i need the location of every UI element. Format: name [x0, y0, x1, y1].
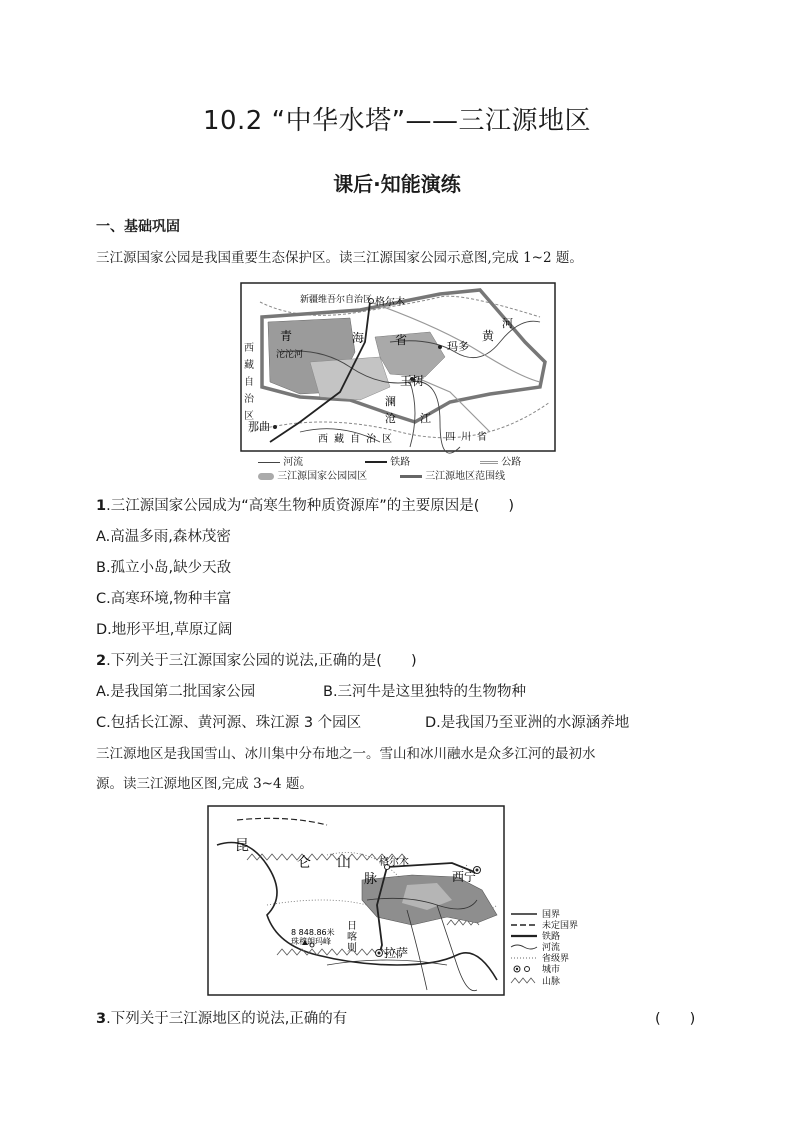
map1-label-maduo: 玛多: [447, 340, 469, 353]
q1-option-c: C.高寒环境,物种丰富: [96, 591, 232, 607]
question-2: 2.下列关于三江源国家公园的说法,正确的是( ): [96, 653, 417, 669]
page-subtitle: 课后·知能演练: [333, 172, 461, 196]
map2-label-xining: 西宁: [452, 870, 477, 884]
map1-label-yushu: 玉树: [400, 374, 425, 388]
map1-label-geermu: 格尔木: [375, 297, 405, 308]
map2-label-ri: 日: [347, 921, 357, 932]
question-3-answer-paren: ( ): [655, 1011, 696, 1027]
legend2-river: 河流: [542, 943, 561, 953]
question-3: 3.下列关于三江源地区的说法,正确的有: [96, 1011, 348, 1027]
legend-river: 河流: [258, 453, 303, 468]
map2-label-lun: 仑: [297, 855, 311, 871]
map2-label-mai: 脉: [364, 872, 378, 887]
section-heading: 一、基础巩固: [96, 219, 180, 235]
map1-label-jiang: 江: [420, 412, 431, 425]
map1-label-lan: 澜: [385, 395, 396, 408]
map1-label-cang: 沧: [385, 412, 396, 425]
map2-label-peak-name: 珠穆朗玛峰: [291, 937, 331, 946]
map2-label-ka: 喀: [347, 932, 357, 943]
legend2-mountain: 山脉: [542, 977, 561, 987]
map1-label-he: 河: [502, 317, 513, 330]
legend2-railway: 铁路: [542, 932, 561, 942]
map1-label-qing: 青: [280, 329, 293, 343]
map1-label-xizang-vertical: 西藏自治区: [244, 343, 254, 422]
map1-label-huang: 黄: [482, 329, 495, 343]
q1-option-d: D.地形平坦,草原辽阔: [96, 622, 233, 638]
map1-label-xinjiang: 新疆维吾尔自治区: [300, 295, 373, 305]
q2-option-b: B.三河牛是这里独特的生物物种: [323, 684, 527, 700]
map2-label-shan: 山: [337, 855, 351, 871]
intro-paragraph-1: 三江源国家公园是我国重要生态保护区。读三江源国家公园示意图,完成 1~2 题。: [96, 250, 583, 266]
legend2-undetermined: 未定国界: [542, 921, 579, 931]
map1-label-xizang-bottom: 西藏自治区: [318, 434, 398, 445]
question-1: 1.三江源国家公园成为“高寒生物种质资源库”的主要原因是( ): [96, 498, 515, 514]
map2-label-kun: 昆: [235, 838, 249, 854]
q2-option-a: A.是我国第二批国家公园: [96, 684, 256, 700]
map2-label-peak-height: 8 848.86米: [291, 928, 335, 937]
map1-label-naqu: 那曲: [248, 420, 270, 433]
map2-label-ze: 则: [347, 943, 357, 954]
map1-label-sichuan: 四川省: [445, 432, 493, 443]
map-sanjiangyuan-region: [207, 805, 592, 997]
q2-option-d: D.是我国乃至亚洲的水源涵养地: [425, 715, 630, 731]
map1-label-hai: 海: [352, 331, 365, 345]
intro-paragraph-2-line1: 三江源地区是我国雪山、冰川集中分布地之一。雪山和冰川融水是众多江河的最初水: [96, 746, 596, 762]
legend-boundary: 三江源地区范围线: [400, 467, 505, 482]
intro-paragraph-2-line2: 源。读三江源地区图,完成 3~4 题。: [96, 776, 313, 792]
legend2-city: 城市: [542, 965, 561, 975]
legend-railway: 铁路: [365, 453, 410, 468]
map-sanjiangyuan-park: [240, 282, 556, 480]
map2-label-geermu: 格尔木: [379, 857, 409, 868]
q1-option-a: A.高温多雨,森林茂密: [96, 529, 231, 545]
map2-label-lasa: 拉萨: [384, 946, 409, 960]
q2-option-c: C.包括长江源、黄河源、珠江源 3 个园区: [96, 715, 362, 731]
legend2-border: 国界: [542, 910, 561, 920]
legend-road: 公路: [480, 453, 521, 468]
map1-label-sheng: 省: [395, 333, 408, 347]
legend-park-area: 三江源国家公园园区: [258, 467, 367, 482]
map1-label-tuotuohe: 沱沱河: [276, 350, 304, 360]
q1-option-b: B.孤立小岛,缺少天敌: [96, 560, 232, 576]
page-title: 10.2 “中华水塔”——三江源地区: [202, 106, 592, 136]
legend2-province: 省级界: [542, 954, 570, 964]
